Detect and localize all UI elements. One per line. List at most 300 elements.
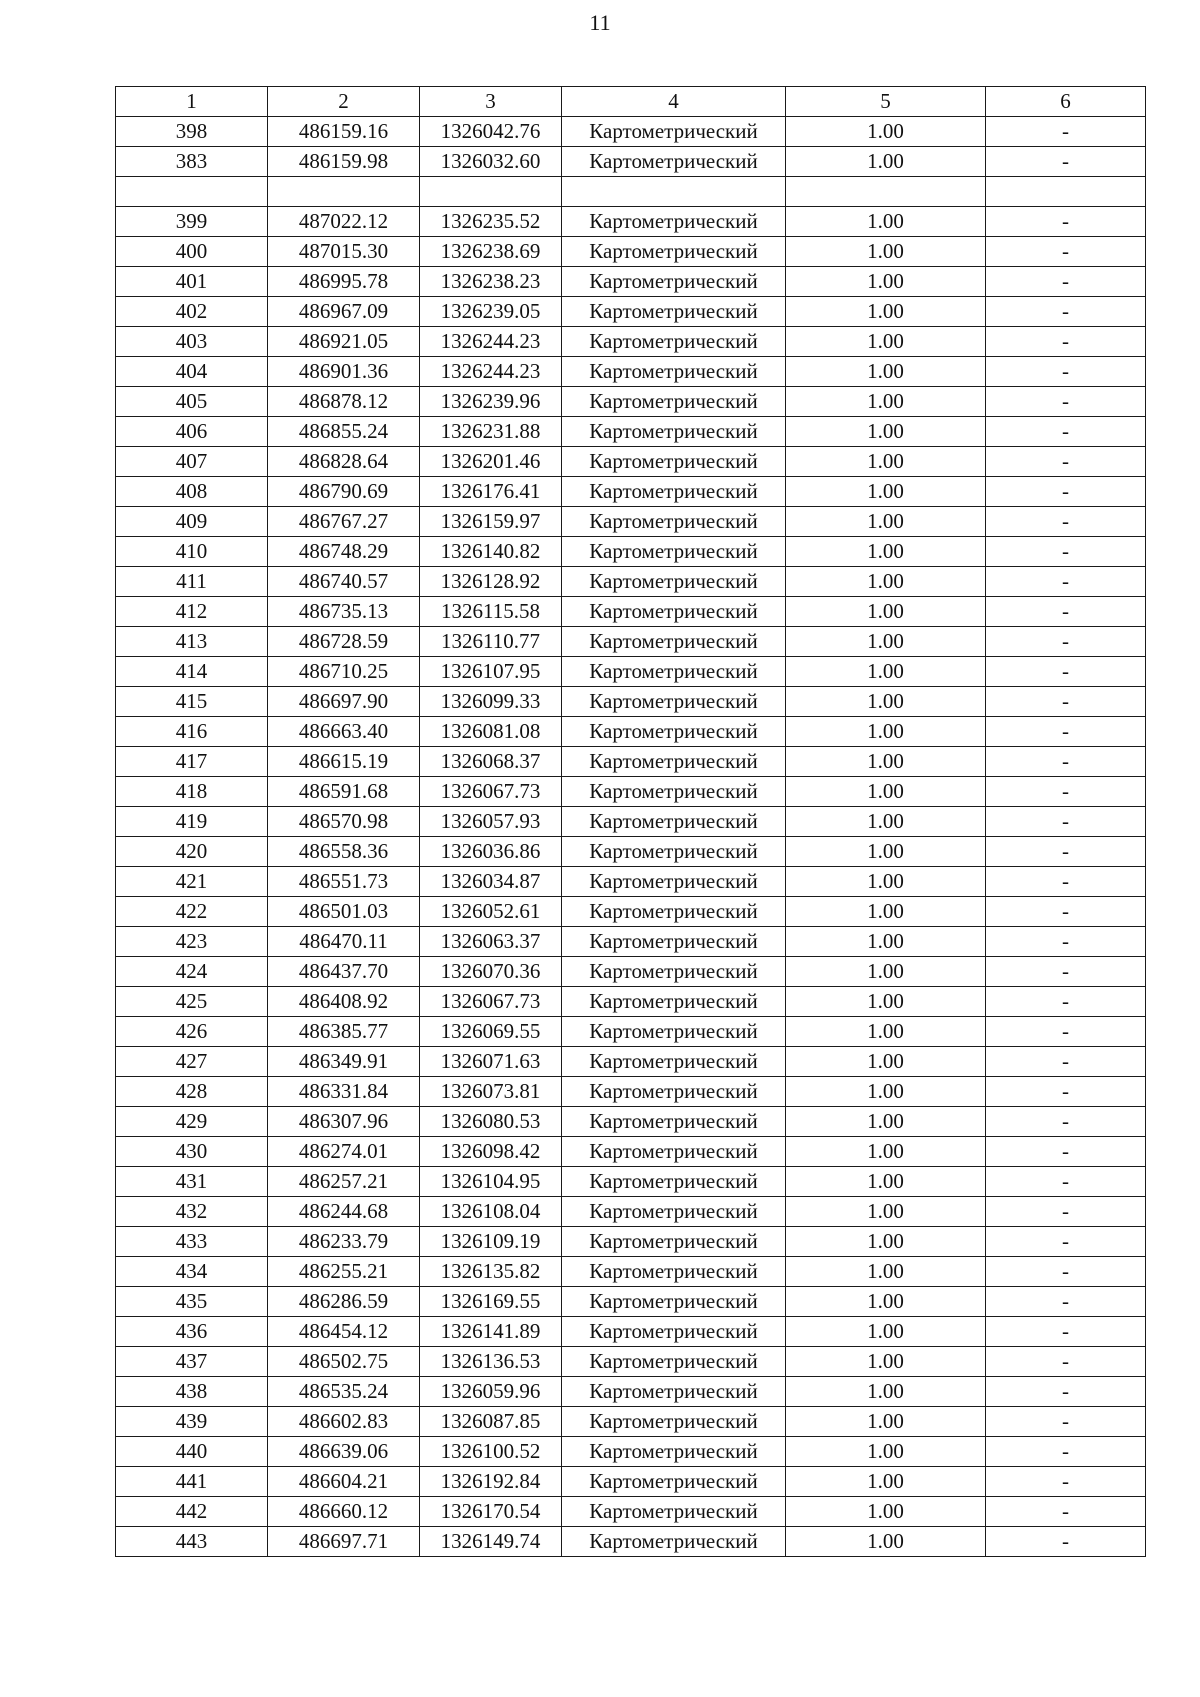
column-header: 5 (786, 87, 986, 117)
y-coordinate-cell: 1326201.46 (420, 447, 562, 477)
method-cell: Картометрический (562, 1227, 786, 1257)
note-cell: - (986, 807, 1146, 837)
method-cell: Картометрический (562, 207, 786, 237)
table-row (116, 1197, 1146, 1227)
point-number-cell: 422 (116, 897, 268, 927)
note-cell: - (986, 1137, 1146, 1167)
y-coordinate-cell: 1326235.52 (420, 207, 562, 237)
method-cell: Картометрический (562, 657, 786, 687)
note-cell: - (986, 927, 1146, 957)
point-number-cell: 430 (116, 1137, 268, 1167)
method-cell: Картометрический (562, 807, 786, 837)
y-coordinate-cell: 1326057.93 (420, 807, 562, 837)
table-row (116, 1437, 1146, 1467)
method-cell: Картометрический (562, 447, 786, 477)
point-number-cell: 417 (116, 747, 268, 777)
method-cell: Картометрический (562, 1137, 786, 1167)
table-row (116, 747, 1146, 777)
note-cell: - (986, 1167, 1146, 1197)
accuracy-cell: 1.00 (786, 477, 986, 507)
table-row (116, 1527, 1146, 1557)
accuracy-cell: 1.00 (786, 1077, 986, 1107)
note-cell: - (986, 1047, 1146, 1077)
method-cell: Картометрический (562, 297, 786, 327)
note-cell: - (986, 597, 1146, 627)
table-row (116, 447, 1146, 477)
accuracy-cell: 1.00 (786, 1167, 986, 1197)
method-cell: Картометрический (562, 237, 786, 267)
note-cell: - (986, 567, 1146, 597)
method-cell: Картометрический (562, 1527, 786, 1557)
x-coordinate-cell: 487022.12 (268, 207, 420, 237)
accuracy-cell: 1.00 (786, 837, 986, 867)
table-row (116, 597, 1146, 627)
y-coordinate-cell: 1326042.76 (420, 117, 562, 147)
x-coordinate-cell: 486604.21 (268, 1467, 420, 1497)
note-cell: - (986, 987, 1146, 1017)
accuracy-cell: 1.00 (786, 447, 986, 477)
x-coordinate-cell: 486286.59 (268, 1287, 420, 1317)
point-number-cell: 431 (116, 1167, 268, 1197)
table-row (116, 177, 1146, 207)
accuracy-cell: 1.00 (786, 117, 986, 147)
accuracy-cell: 1.00 (786, 1377, 986, 1407)
y-coordinate-cell: 1326080.53 (420, 1107, 562, 1137)
method-cell: Картометрический (562, 747, 786, 777)
accuracy-cell: 1.00 (786, 687, 986, 717)
accuracy-cell: 1.00 (786, 957, 986, 987)
x-coordinate-cell: 486385.77 (268, 1017, 420, 1047)
x-coordinate-cell: 486828.64 (268, 447, 420, 477)
point-number-cell: 433 (116, 1227, 268, 1257)
method-cell: Картометрический (562, 627, 786, 657)
y-coordinate-cell: 1326081.08 (420, 717, 562, 747)
x-coordinate-cell: 486233.79 (268, 1227, 420, 1257)
point-number-cell: 383 (116, 147, 268, 177)
method-cell: Картометрический (562, 357, 786, 387)
x-coordinate-cell: 486558.36 (268, 837, 420, 867)
point-number-cell: 399 (116, 207, 268, 237)
note-cell: - (986, 1227, 1146, 1257)
accuracy-cell: 1.00 (786, 387, 986, 417)
y-coordinate-cell: 1326149.74 (420, 1527, 562, 1557)
point-number-cell: 400 (116, 237, 268, 267)
y-coordinate-cell: 1326136.53 (420, 1347, 562, 1377)
y-coordinate-cell: 1326036.86 (420, 837, 562, 867)
point-number-cell: 401 (116, 267, 268, 297)
method-cell: Картометрический (562, 1497, 786, 1527)
x-coordinate-cell: 486502.75 (268, 1347, 420, 1377)
y-coordinate-cell: 1326110.77 (420, 627, 562, 657)
y-coordinate-cell: 1326052.61 (420, 897, 562, 927)
accuracy-cell: 1.00 (786, 897, 986, 927)
y-coordinate-cell: 1326098.42 (420, 1137, 562, 1167)
note-cell: - (986, 1407, 1146, 1437)
table-row (116, 897, 1146, 927)
accuracy-cell: 1.00 (786, 1137, 986, 1167)
table-row (116, 657, 1146, 687)
method-cell: Картометрический (562, 117, 786, 147)
table-row (116, 477, 1146, 507)
method-cell: Картометрический (562, 1077, 786, 1107)
table-row (116, 717, 1146, 747)
y-coordinate-cell: 1326128.92 (420, 567, 562, 597)
y-coordinate-cell: 1326108.04 (420, 1197, 562, 1227)
point-number-cell: 411 (116, 567, 268, 597)
method-cell: Картометрический (562, 957, 786, 987)
x-coordinate-cell: 486663.40 (268, 717, 420, 747)
accuracy-cell: 1.00 (786, 507, 986, 537)
method-cell: Картометрический (562, 1257, 786, 1287)
y-coordinate-cell: 1326176.41 (420, 477, 562, 507)
table-row (116, 1227, 1146, 1257)
x-coordinate-cell: 486728.59 (268, 627, 420, 657)
point-number-cell: 419 (116, 807, 268, 837)
note-cell: - (986, 1197, 1146, 1227)
x-coordinate-cell: 486159.16 (268, 117, 420, 147)
column-header: 4 (562, 87, 786, 117)
x-coordinate-cell: 486159.98 (268, 147, 420, 177)
point-number-cell: 436 (116, 1317, 268, 1347)
method-cell: Картометрический (562, 1107, 786, 1137)
method-cell: Картометрический (562, 1407, 786, 1437)
accuracy-cell: 1.00 (786, 927, 986, 957)
accuracy-cell: 1.00 (786, 1197, 986, 1227)
accuracy-cell: 1.00 (786, 717, 986, 747)
table-row (116, 1317, 1146, 1347)
accuracy-cell: 1.00 (786, 147, 986, 177)
table-row (116, 1257, 1146, 1287)
x-coordinate-cell: 486921.05 (268, 327, 420, 357)
x-coordinate-cell: 486274.01 (268, 1137, 420, 1167)
accuracy-cell: 1.00 (786, 1437, 986, 1467)
x-coordinate-cell: 486408.92 (268, 987, 420, 1017)
table-row (116, 1407, 1146, 1437)
accuracy-cell: 1.00 (786, 1467, 986, 1497)
accuracy-cell: 1.00 (786, 1407, 986, 1437)
y-coordinate-cell: 1326070.36 (420, 957, 562, 987)
x-coordinate-cell: 486740.57 (268, 567, 420, 597)
accuracy-cell: 1.00 (786, 357, 986, 387)
method-cell: Картометрический (562, 717, 786, 747)
point-number-cell: 432 (116, 1197, 268, 1227)
method-cell: Картометрический (562, 387, 786, 417)
accuracy-cell: 1.00 (786, 867, 986, 897)
method-cell: Картометрический (562, 507, 786, 537)
table-row (116, 837, 1146, 867)
table-row (116, 117, 1146, 147)
point-number-cell: 416 (116, 717, 268, 747)
accuracy-cell: 1.00 (786, 1257, 986, 1287)
note-cell: - (986, 1317, 1146, 1347)
method-cell: Картометрический (562, 987, 786, 1017)
x-coordinate-cell: 486697.71 (268, 1527, 420, 1557)
note-cell: - (986, 117, 1146, 147)
accuracy-cell: 1.00 (786, 237, 986, 267)
x-coordinate-cell: 486591.68 (268, 777, 420, 807)
table-row (116, 1107, 1146, 1137)
note-cell: - (986, 357, 1146, 387)
method-cell: Картометрический (562, 1287, 786, 1317)
y-coordinate-cell: 1326140.82 (420, 537, 562, 567)
table-row (116, 387, 1146, 417)
table-row (116, 927, 1146, 957)
accuracy-cell: 1.00 (786, 597, 986, 627)
note-cell: - (986, 1107, 1146, 1137)
y-coordinate-cell: 1326239.05 (420, 297, 562, 327)
point-number-cell: 406 (116, 417, 268, 447)
x-coordinate-cell: 486570.98 (268, 807, 420, 837)
note-cell: - (986, 957, 1146, 987)
accuracy-cell: 1.00 (786, 1047, 986, 1077)
note-cell: - (986, 1287, 1146, 1317)
point-number-cell: 404 (116, 357, 268, 387)
x-coordinate-cell: 486967.09 (268, 297, 420, 327)
y-coordinate-cell: 1326244.23 (420, 357, 562, 387)
point-number-cell: 443 (116, 1527, 268, 1557)
y-coordinate-cell (420, 177, 562, 207)
coordinates-table (115, 86, 1146, 1557)
note-cell: - (986, 477, 1146, 507)
note-cell: - (986, 687, 1146, 717)
note-cell: - (986, 897, 1146, 927)
point-number-cell: 405 (116, 387, 268, 417)
method-cell: Картометрический (562, 1317, 786, 1347)
column-header: 6 (986, 87, 1146, 117)
x-coordinate-cell: 486349.91 (268, 1047, 420, 1077)
method-cell: Картометрический (562, 1347, 786, 1377)
table-row (116, 507, 1146, 537)
method-cell: Картометрический (562, 1467, 786, 1497)
point-number-cell: 410 (116, 537, 268, 567)
accuracy-cell: 1.00 (786, 537, 986, 567)
point-number-cell: 414 (116, 657, 268, 687)
y-coordinate-cell: 1326067.73 (420, 987, 562, 1017)
note-cell: - (986, 1497, 1146, 1527)
note-cell: - (986, 627, 1146, 657)
y-coordinate-cell: 1326068.37 (420, 747, 562, 777)
y-coordinate-cell: 1326169.55 (420, 1287, 562, 1317)
y-coordinate-cell: 1326073.81 (420, 1077, 562, 1107)
note-cell: - (986, 327, 1146, 357)
table-header-row (116, 87, 1146, 117)
y-coordinate-cell: 1326170.54 (420, 1497, 562, 1527)
point-number-cell: 434 (116, 1257, 268, 1287)
y-coordinate-cell: 1326238.23 (420, 267, 562, 297)
x-coordinate-cell: 486735.13 (268, 597, 420, 627)
column-header: 1 (116, 87, 268, 117)
y-coordinate-cell: 1326159.97 (420, 507, 562, 537)
y-coordinate-cell: 1326063.37 (420, 927, 562, 957)
table-body (116, 117, 1146, 1557)
x-coordinate-cell: 486639.06 (268, 1437, 420, 1467)
accuracy-cell: 1.00 (786, 1347, 986, 1377)
method-cell: Картометрический (562, 327, 786, 357)
note-cell: - (986, 237, 1146, 267)
x-coordinate-cell (268, 177, 420, 207)
method-cell: Картометрический (562, 1437, 786, 1467)
note-cell: - (986, 1377, 1146, 1407)
y-coordinate-cell: 1326100.52 (420, 1437, 562, 1467)
x-coordinate-cell: 486257.21 (268, 1167, 420, 1197)
point-number-cell: 428 (116, 1077, 268, 1107)
note-cell (986, 177, 1146, 207)
y-coordinate-cell: 1326059.96 (420, 1377, 562, 1407)
table-row (116, 1047, 1146, 1077)
accuracy-cell: 1.00 (786, 297, 986, 327)
x-coordinate-cell: 486454.12 (268, 1317, 420, 1347)
table-row (116, 567, 1146, 597)
point-number-cell: 420 (116, 837, 268, 867)
x-coordinate-cell: 486710.25 (268, 657, 420, 687)
method-cell: Картометрический (562, 267, 786, 297)
accuracy-cell: 1.00 (786, 1527, 986, 1557)
column-header: 3 (420, 87, 562, 117)
x-coordinate-cell: 486615.19 (268, 747, 420, 777)
point-number-cell: 437 (116, 1347, 268, 1377)
table-row (116, 417, 1146, 447)
x-coordinate-cell: 486331.84 (268, 1077, 420, 1107)
x-coordinate-cell: 486855.24 (268, 417, 420, 447)
point-number-cell: 398 (116, 117, 268, 147)
point-number-cell: 408 (116, 477, 268, 507)
x-coordinate-cell: 486697.90 (268, 687, 420, 717)
table-row (116, 687, 1146, 717)
y-coordinate-cell: 1326109.19 (420, 1227, 562, 1257)
point-number-cell: 438 (116, 1377, 268, 1407)
point-number-cell: 423 (116, 927, 268, 957)
x-coordinate-cell: 486244.68 (268, 1197, 420, 1227)
point-number-cell: 426 (116, 1017, 268, 1047)
accuracy-cell: 1.00 (786, 747, 986, 777)
point-number-cell: 440 (116, 1437, 268, 1467)
point-number-cell: 418 (116, 777, 268, 807)
accuracy-cell (786, 177, 986, 207)
point-number-cell: 439 (116, 1407, 268, 1437)
note-cell: - (986, 207, 1146, 237)
accuracy-cell: 1.00 (786, 417, 986, 447)
method-cell: Картометрический (562, 1047, 786, 1077)
y-coordinate-cell: 1326071.63 (420, 1047, 562, 1077)
method-cell: Картометрический (562, 1017, 786, 1047)
accuracy-cell: 1.00 (786, 207, 986, 237)
y-coordinate-cell: 1326135.82 (420, 1257, 562, 1287)
accuracy-cell: 1.00 (786, 1107, 986, 1137)
method-cell: Картометрический (562, 1167, 786, 1197)
y-coordinate-cell: 1326087.85 (420, 1407, 562, 1437)
method-cell: Картометрический (562, 1197, 786, 1227)
x-coordinate-cell: 486878.12 (268, 387, 420, 417)
y-coordinate-cell: 1326192.84 (420, 1467, 562, 1497)
table-row (116, 327, 1146, 357)
method-cell: Картометрический (562, 147, 786, 177)
note-cell: - (986, 1437, 1146, 1467)
point-number-cell: 425 (116, 987, 268, 1017)
y-coordinate-cell: 1326231.88 (420, 417, 562, 447)
x-coordinate-cell: 486790.69 (268, 477, 420, 507)
note-cell: - (986, 1527, 1146, 1557)
accuracy-cell: 1.00 (786, 1497, 986, 1527)
y-coordinate-cell: 1326099.33 (420, 687, 562, 717)
note-cell: - (986, 1017, 1146, 1047)
table-row (116, 777, 1146, 807)
point-number-cell: 435 (116, 1287, 268, 1317)
point-number-cell: 412 (116, 597, 268, 627)
x-coordinate-cell: 487015.30 (268, 237, 420, 267)
y-coordinate-cell: 1326107.95 (420, 657, 562, 687)
x-coordinate-cell: 486748.29 (268, 537, 420, 567)
y-coordinate-cell: 1326239.96 (420, 387, 562, 417)
accuracy-cell: 1.00 (786, 327, 986, 357)
note-cell: - (986, 387, 1146, 417)
point-number-cell: 409 (116, 507, 268, 537)
accuracy-cell: 1.00 (786, 987, 986, 1017)
page-number: 11 (589, 10, 611, 35)
note-cell: - (986, 1077, 1146, 1107)
x-coordinate-cell: 486767.27 (268, 507, 420, 537)
x-coordinate-cell: 486995.78 (268, 267, 420, 297)
point-number-cell: 407 (116, 447, 268, 477)
y-coordinate-cell: 1326238.69 (420, 237, 562, 267)
y-coordinate-cell: 1326032.60 (420, 147, 562, 177)
method-cell: Картометрический (562, 1377, 786, 1407)
table-row (116, 1167, 1146, 1197)
accuracy-cell: 1.00 (786, 657, 986, 687)
x-coordinate-cell: 486602.83 (268, 1407, 420, 1437)
table-row (116, 267, 1146, 297)
table-row (116, 147, 1146, 177)
table-row (116, 1137, 1146, 1167)
point-number-cell: 415 (116, 687, 268, 717)
note-cell: - (986, 1347, 1146, 1377)
note-cell: - (986, 747, 1146, 777)
table-row (116, 1467, 1146, 1497)
table-row (116, 867, 1146, 897)
accuracy-cell: 1.00 (786, 627, 986, 657)
table-row (116, 627, 1146, 657)
method-cell (562, 177, 786, 207)
accuracy-cell: 1.00 (786, 1287, 986, 1317)
method-cell: Картометрический (562, 837, 786, 867)
note-cell: - (986, 267, 1146, 297)
x-coordinate-cell: 486660.12 (268, 1497, 420, 1527)
accuracy-cell: 1.00 (786, 567, 986, 597)
note-cell: - (986, 867, 1146, 897)
point-number-cell: 421 (116, 867, 268, 897)
point-number-cell: 429 (116, 1107, 268, 1137)
point-number-cell: 413 (116, 627, 268, 657)
table-row (116, 1017, 1146, 1047)
note-cell: - (986, 777, 1146, 807)
x-coordinate-cell: 486255.21 (268, 1257, 420, 1287)
note-cell: - (986, 717, 1146, 747)
x-coordinate-cell: 486307.96 (268, 1107, 420, 1137)
accuracy-cell: 1.00 (786, 807, 986, 837)
note-cell: - (986, 837, 1146, 867)
y-coordinate-cell: 1326067.73 (420, 777, 562, 807)
method-cell: Картометрический (562, 537, 786, 567)
table-row (116, 1377, 1146, 1407)
y-coordinate-cell: 1326034.87 (420, 867, 562, 897)
y-coordinate-cell: 1326244.23 (420, 327, 562, 357)
x-coordinate-cell: 486470.11 (268, 927, 420, 957)
point-number-cell (116, 177, 268, 207)
note-cell: - (986, 507, 1146, 537)
note-cell: - (986, 297, 1146, 327)
table-row (116, 297, 1146, 327)
x-coordinate-cell: 486901.36 (268, 357, 420, 387)
point-number-cell: 402 (116, 297, 268, 327)
